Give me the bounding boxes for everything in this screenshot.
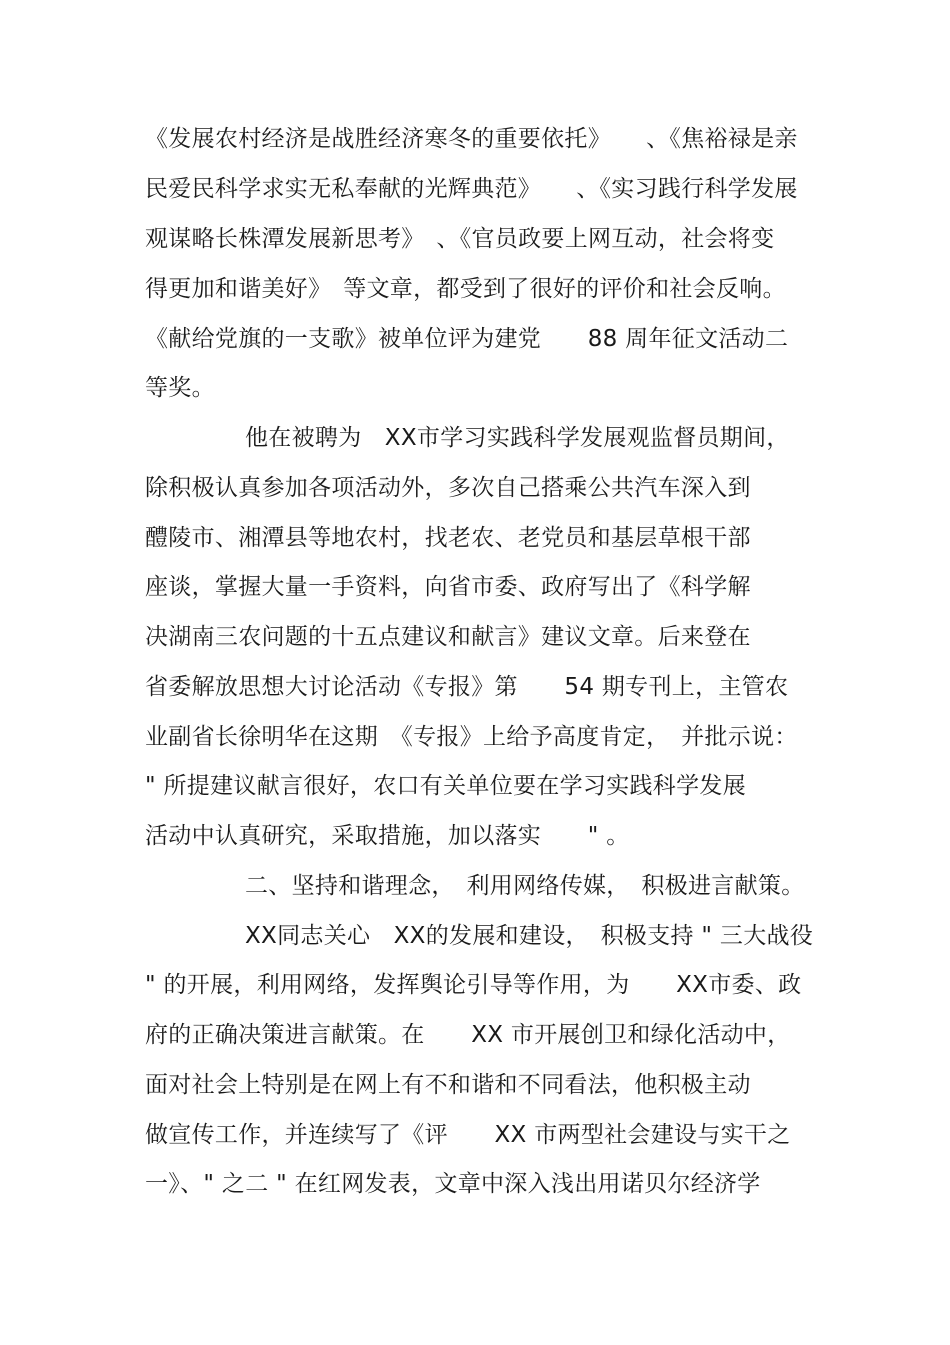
text-line: 《发展农村经济是战胜经济寒冬的重要依托》 、《焦裕禄是亲 <box>145 126 798 152</box>
text-line: " 的开展，利用网络，发挥舆论引导等作用，为 XX市委、政 <box>145 972 802 998</box>
text-line: 一》、" 之二 " 在红网发表，文章中深入浅出用诺贝尔经济学 <box>145 1171 761 1197</box>
text-line: 业副省长徐明华在这期 《专报》上给予高度肯定， 并批示说： <box>145 724 798 750</box>
text-line: 面对社会上特别是在网上有不和谐和不同看法，他积极主动 <box>145 1072 751 1098</box>
text-line: 《献给党旗的一支歌》被单位评为建党 88 周年征文活动二 <box>145 326 789 352</box>
text-line: 省委解放思想大讨论活动《专报》第 54 期专刊上，主管农 <box>145 674 789 700</box>
paragraph-first-line: 他在被聘为 XX市学习实践科学发展观监督员期间， <box>245 425 790 451</box>
text-line: 府的正确决策进言献策。在 XX 市开展创卫和绿化活动中， <box>145 1022 791 1048</box>
text-line: 活动中认真研究，采取措施，加以落实 " 。 <box>145 823 630 849</box>
text-line: 等奖。 <box>145 375 215 401</box>
text-line: 除积极认真参加各项活动外，多次自己搭乘公共汽车深入到 <box>145 475 751 501</box>
text-line: 做宣传工作，并连续写了《评 XX 市两型社会建设与实干之 <box>145 1122 791 1148</box>
text-line: 醴陵市、湘潭县等地农村，找老农、老党员和基层草根干部 <box>145 525 751 551</box>
text-line: " 所提建议献言很好，农口有关单位要在学习实践科学发展 <box>145 773 746 799</box>
paragraph-first-line: XX同志关心 XX的发展和建设， 积极支持 " 三大战役 <box>245 923 814 949</box>
text-line: 决湖南三农问题的十五点建议和献言》建议文章。后来登在 <box>145 624 751 650</box>
text-line: 得更加和谐美好》 等文章，都受到了很好的评价和社会反响。 <box>145 276 786 302</box>
text-line: 民爱民科学求实无私奉献的光辉典范》 、《实习践行科学发展 <box>145 176 798 202</box>
text-line: 座谈，掌握大量一手资料，向省市委、政府写出了《科学解 <box>145 574 751 600</box>
section-heading: 二、坚持和谐理念， 利用网络传媒， 积极进言献策。 <box>245 873 805 899</box>
text-line: 观谋略长株潭发展新思考》 、《官员政要上网互动，社会将变 <box>145 226 775 252</box>
